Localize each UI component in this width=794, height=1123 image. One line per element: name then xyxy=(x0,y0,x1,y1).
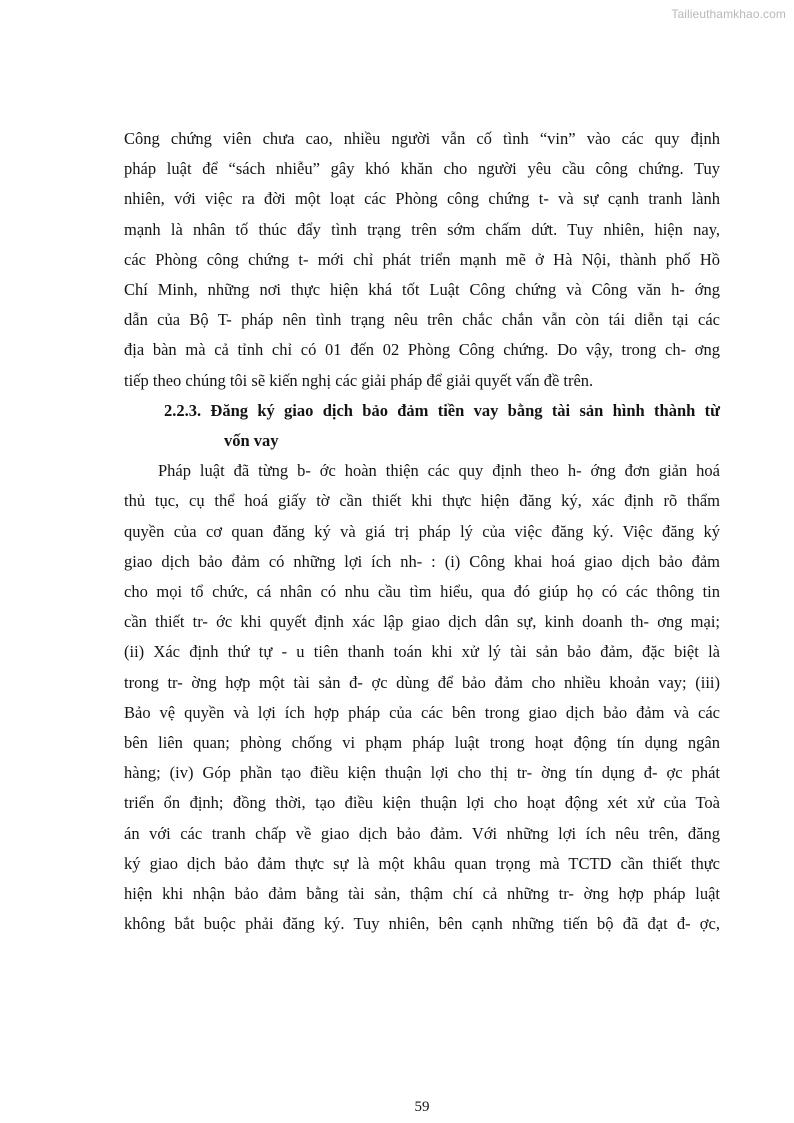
text-line: trong tr- ờng hợp một tài sản đ- ợc dùng để bảo đảm cho nhiều khoản vay; (iii) xyxy=(124,672,720,692)
page-body xyxy=(124,124,720,939)
text-line: Bảo vệ quyền và lợi ích hợp pháp của các bên trong giao dịch bảo đảm và các xyxy=(124,702,720,722)
text-line: Chí Minh, những nơi thực hiện khá tốt Luật Công chứng và Công văn h- ớng xyxy=(124,280,720,300)
paragraph-section-body xyxy=(124,456,720,939)
text-line: thủ tục, cụ thể hoá giấy tờ cần thiết khi thực hiện đăng ký, xác định rõ thẩm xyxy=(124,491,720,511)
text-line: mạnh là nhân tố thúc đẩy tình trạng trên sớm chấm dứt. Tuy nhiên, hiện nay, xyxy=(124,219,720,239)
text-line: hàng; (iv) Góp phần tạo điều kiện thuận lợi cho thị tr- ờng tín dụng đ- ợc phát xyxy=(124,763,720,783)
text-line: không bắt buộc phải đăng ký. Tuy nhiên, bên cạnh những tiến bộ đã đạt đ- ợc, xyxy=(124,914,720,934)
text-line: (ii) Xác định thứ tự - u tiên thanh toán khi xử lý tài sản bảo đảm, đặc biệt là xyxy=(124,642,720,662)
text-line: các Phòng công chứng t- mới chỉ phát triển mạnh mẽ ở Hà Nội, thành phố Hồ xyxy=(124,249,720,269)
text-line: cần thiết tr- ớc khi quyết định xác lập giao dịch dân sự, kinh doanh th- ơng mại; xyxy=(124,612,720,632)
text-line: án với các tranh chấp về giao dịch bảo đảm. Với những lợi ích nêu trên, đăng xyxy=(124,823,720,843)
text-line: triển ổn định; đồng thời, tạo điều kiện thuận lợi cho hoạt động xét xử của Toà xyxy=(124,793,720,813)
heading-line: 2.2.3. Đăng ký giao dịch bảo đảm tiền vay bằng tài sản hình thành từ xyxy=(164,400,720,420)
text-line: Công chứng viên chưa cao, nhiều người vẫn cố tình “vin” vào các quy định xyxy=(124,129,720,148)
text-line: Pháp luật đã từng b- ớc hoàn thiện các quy định theo h- ớng đơn giản hoá xyxy=(158,461,720,481)
text-line: hiện khi nhận bảo đảm bằng tài sản, thậm chí cả những tr- ờng hợp pháp luật xyxy=(124,884,720,904)
text-line: cho mọi tổ chức, cá nhân có nhu cầu tìm hiểu, qua đó giúp họ có các thông tin xyxy=(124,582,720,602)
paragraph-continued xyxy=(124,124,720,396)
section-heading xyxy=(124,396,720,456)
text-line: quyền của cơ quan đăng ký và giá trị pháp lý của việc đăng ký. Việc đăng ký xyxy=(124,521,720,541)
text-line: ký giao dịch bảo đảm thực sự là một khâu quan trọng mà TCTD cần thiết thực xyxy=(124,853,720,873)
text-line: địa bàn mà cả tỉnh chỉ có 01 đến 02 Phòng Công chứng. Do vậy, trong ch- ơng xyxy=(124,340,720,360)
text-line: bên liên quan; phòng chống vi phạm pháp luật trong hoạt động tín dụng ngân xyxy=(124,733,720,753)
text-line: dẫn của Bộ T- pháp nên tình trạng nêu trên chắc chắn vẫn còn tái diễn tại các xyxy=(124,310,720,330)
text-line: pháp luật để “sách nhiễu” gây khó khăn cho người yêu cầu công chứng. Tuy xyxy=(124,159,720,179)
text-line: nhiên, với việc ra đời một loạt các Phòng công chứng t- và sự cạnh tranh lành xyxy=(124,189,720,209)
text-line: giao dịch bảo đảm có những lợi ích nh- : (i) Công khai hoá giao dịch bảo đảm xyxy=(124,551,720,571)
heading-line: vốn vay xyxy=(224,431,279,451)
watermark: Tailieuthamkhao.com xyxy=(671,7,786,21)
text-line: tiếp theo chúng tôi sẽ kiến nghị các giải pháp để giải quyết vấn đề trên. xyxy=(124,370,594,390)
page-number: 59 xyxy=(414,1099,430,1115)
